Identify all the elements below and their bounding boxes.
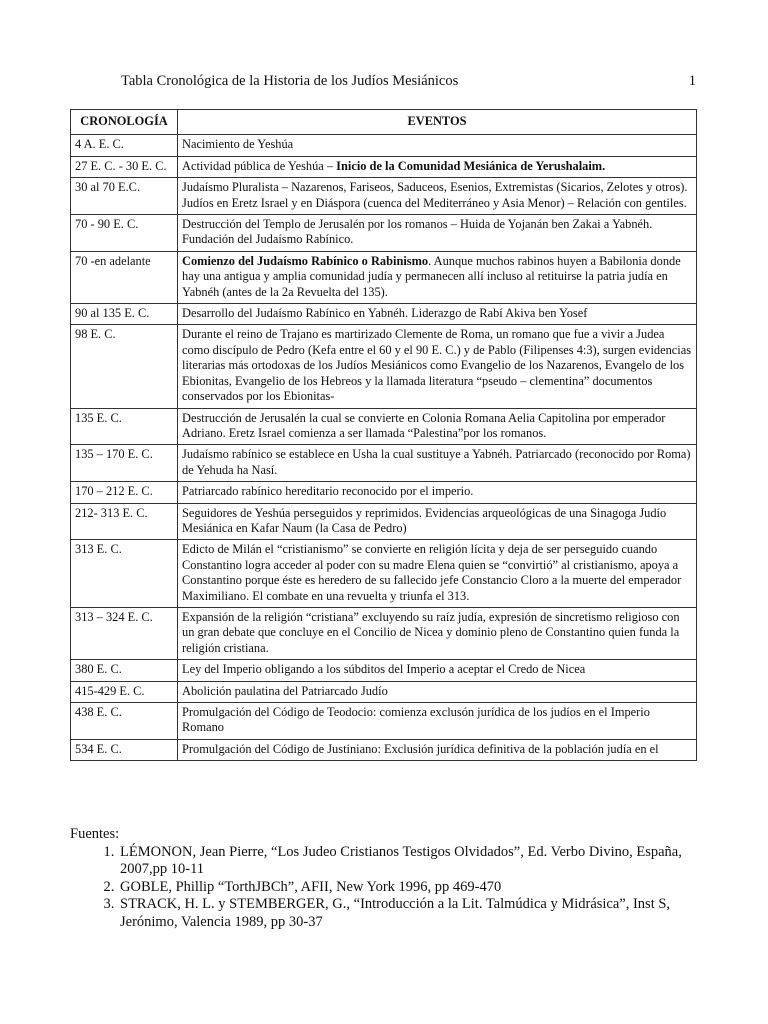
event-text: Promulgación del Código de Justiniano: Exclusión jurídica definitiva de la población judía en el (182, 741, 659, 756)
event-cell (178, 607, 697, 659)
chronology-cell: 438 E. C. (71, 703, 178, 740)
event-text: Promulgación del Código de Teodocio: comienza exclusón jurídica de los judíos en el Imperio Romano (182, 705, 650, 735)
table-row (71, 408, 697, 445)
chronology-cell: 98 E. C. (71, 325, 178, 408)
event-cell (178, 739, 697, 760)
document-title: Tabla Cronológica de la Historia de los Judíos Mesiánicos (121, 73, 459, 89)
event-text: Judaísmo Pluralista – Nazarenos, Fariseos, Saduceos, Esenios, Extremistas (Sicarios, Zelotes y otros). Judíos en Eretz Israel y en Diáspora (cuenca del Mediterráneo y Asia Menor) – Relación con gentiles. (182, 180, 688, 210)
event-text: Abolición paulatina del Patriarcado Judío (182, 683, 388, 698)
table-row (71, 304, 697, 325)
event-text: . Aunque muchos rabinos huyen a Babilonia donde hay una antigua y amplia comunidad judía y permanecen allí incluso al retituirse la patria judía en Yabnéh (antes de la 2a Revuelta del 135). (182, 253, 681, 299)
table-row (71, 681, 697, 702)
event-cell (178, 482, 697, 503)
chronology-table (70, 109, 697, 761)
chronology-cell: 135 – 170 E. C. (71, 445, 178, 482)
event-cell (178, 325, 697, 408)
event-text: Seguidores de Yeshúa perseguidos y reprimidos. Evidencias arqueológicas de una Sinagoga Judío Mesiánica en Kafar Naum (la Casa de Pedro) (182, 505, 667, 535)
table-row (71, 540, 697, 608)
event-cell (178, 178, 697, 215)
event-text: Patriarcado rabínico hereditario reconocido por el imperio. (182, 484, 474, 499)
event-cell (178, 251, 697, 303)
event-cell (178, 304, 697, 325)
event-text: Destrucción de Jerusalén la cual se convierte en Colonia Romana Aelia Capitolina por emperador Adriano. Eretz Israel comienza a ser llamada “Palestina”por los romanos. (182, 410, 666, 440)
table-body (71, 135, 697, 761)
chronology-cell: 170 – 212 E. C. (71, 482, 178, 503)
chronology-cell: 135 E. C. (71, 408, 178, 445)
page-header (121, 73, 696, 90)
chronology-cell: 30 al 70 E.C. (71, 178, 178, 215)
event-text: Durante el reino de Trajano es martirizado Clemente de Roma, un romano que fue a vivir a Judea como discípulo de Pedro (Kefa entre el 60 y el 90 E. C.) y de Pablo (Filipenses 4:3), surgen evidencias literarias más ortodoxas de los Judíos Mesiánicos como Evangelio de los Nazarenos, Evangelo de los Ebionitas, Evangelio de los Hebreos y la llamada literatura “pseudo – clementina” documentos conservados por los Ebionitas- (182, 327, 692, 404)
source-item: 2. GOBLE, Phillip “TorthJBCh”, AFII, New York 1996, pp 469-470 (118, 879, 700, 897)
event-cell (178, 215, 697, 252)
sources-list (70, 844, 700, 932)
sources-heading: Fuentes: (70, 826, 120, 842)
event-cell (178, 540, 697, 608)
event-text: Nacimiento de Yeshúa (182, 137, 294, 152)
chronology-cell: 70 -en adelante (71, 251, 178, 303)
chronology-cell: 380 E. C. (71, 660, 178, 681)
event-cell (178, 703, 697, 740)
event-text: Expansión de la religión “cristiana” excluyendo su raíz judía, expresión de sincretismo religioso con un gran debate que concluye en el Concilio de Nicea y dominio pleno de Constantino quien funda la religión cristiana. (182, 609, 680, 655)
table-row (71, 503, 697, 540)
event-text-bold: Comienzo del Judaísmo Rabínico o Rabinismo (182, 253, 429, 268)
event-text: Actividad pública de Yeshúa – (182, 158, 337, 173)
table-row (71, 607, 697, 659)
chronology-cell: 27 E. C. - 30 E. C. (71, 156, 178, 177)
table-row (71, 178, 697, 215)
table-header-row (71, 110, 697, 135)
chronology-cell: 90 al 135 E. C. (71, 304, 178, 325)
event-cell (178, 135, 697, 156)
table-row (71, 739, 697, 760)
column-header-chronology: CRONOLOGÍA (71, 110, 178, 135)
chronology-cell: 70 - 90 E. C. (71, 215, 178, 252)
table-row (71, 135, 697, 156)
event-text: Ley del Imperio obligando a los súbditos del Imperio a aceptar el Credo de Nicea (182, 662, 586, 677)
event-cell (178, 445, 697, 482)
chronology-cell: 313 E. C. (71, 540, 178, 608)
event-text-bold: Inicio de la Comunidad Mesiánica de Yerushalaim. (336, 158, 606, 173)
table-row (71, 156, 697, 177)
event-text: Judaísmo rabínico se establece en Usha la cual sustituye a Yabnéh. Patriarcado (reconocido por Roma) de Yehuda ha Nasí. (182, 447, 691, 477)
table-row (71, 445, 697, 482)
table-row (71, 215, 697, 252)
event-cell (178, 503, 697, 540)
table-row (71, 325, 697, 408)
event-text: Edicto de Milán el “cristianismo” se convierte en religión lícita y deja de ser perseguido cuando Constantino logra acceder al poder con su madre Elena quien se “convirtió” al cristianismo, apoya a Constantino porque éste es heredero de su fallecido jefe Constancio Cloro a la muerte del emperador Maximiliano. El combate en una revuelta y triunfa el 313. (182, 542, 682, 603)
event-cell (178, 408, 697, 445)
event-cell (178, 681, 697, 702)
event-text: Desarrollo del Judaísmo Rabínico en Yabnéh. Liderazgo de Rabí Akiva ben Yosef (182, 306, 588, 321)
page-number: 1 (688, 73, 696, 89)
chronology-cell: 212- 313 E. C. (71, 503, 178, 540)
sources-section (70, 826, 700, 931)
source-item: 1. LÉMONON, Jean Pierre, “Los Judeo Cristianos Testigos Olvidados”, Ed. Verbo Divino, España, 2007,pp 10-11 (118, 844, 700, 879)
table-row (71, 482, 697, 503)
table-row (71, 660, 697, 681)
chronology-cell: 415-429 E. C. (71, 681, 178, 702)
event-text: Destrucción del Templo de Jerusalén por los romanos – Huida de Yojanán ben Zakai a Yabnéh. Fundación del Judaísmo Rabínico. (182, 217, 653, 247)
source-item: 3. STRACK, H. L. y STEMBERGER, G., “Introducción a la Lit. Talmúdica y Midrásica”, Inst S, Jerónimo, Valencia 1989, pp 30-37 (118, 896, 700, 931)
chronology-cell: 4 A. E. C. (71, 135, 178, 156)
event-cell (178, 156, 697, 177)
event-cell (178, 660, 697, 681)
table-row (71, 703, 697, 740)
chronology-cell: 313 – 324 E. C. (71, 607, 178, 659)
chronology-cell: 534 E. C. (71, 739, 178, 760)
table-row (71, 251, 697, 303)
column-header-events: EVENTOS (178, 110, 697, 135)
